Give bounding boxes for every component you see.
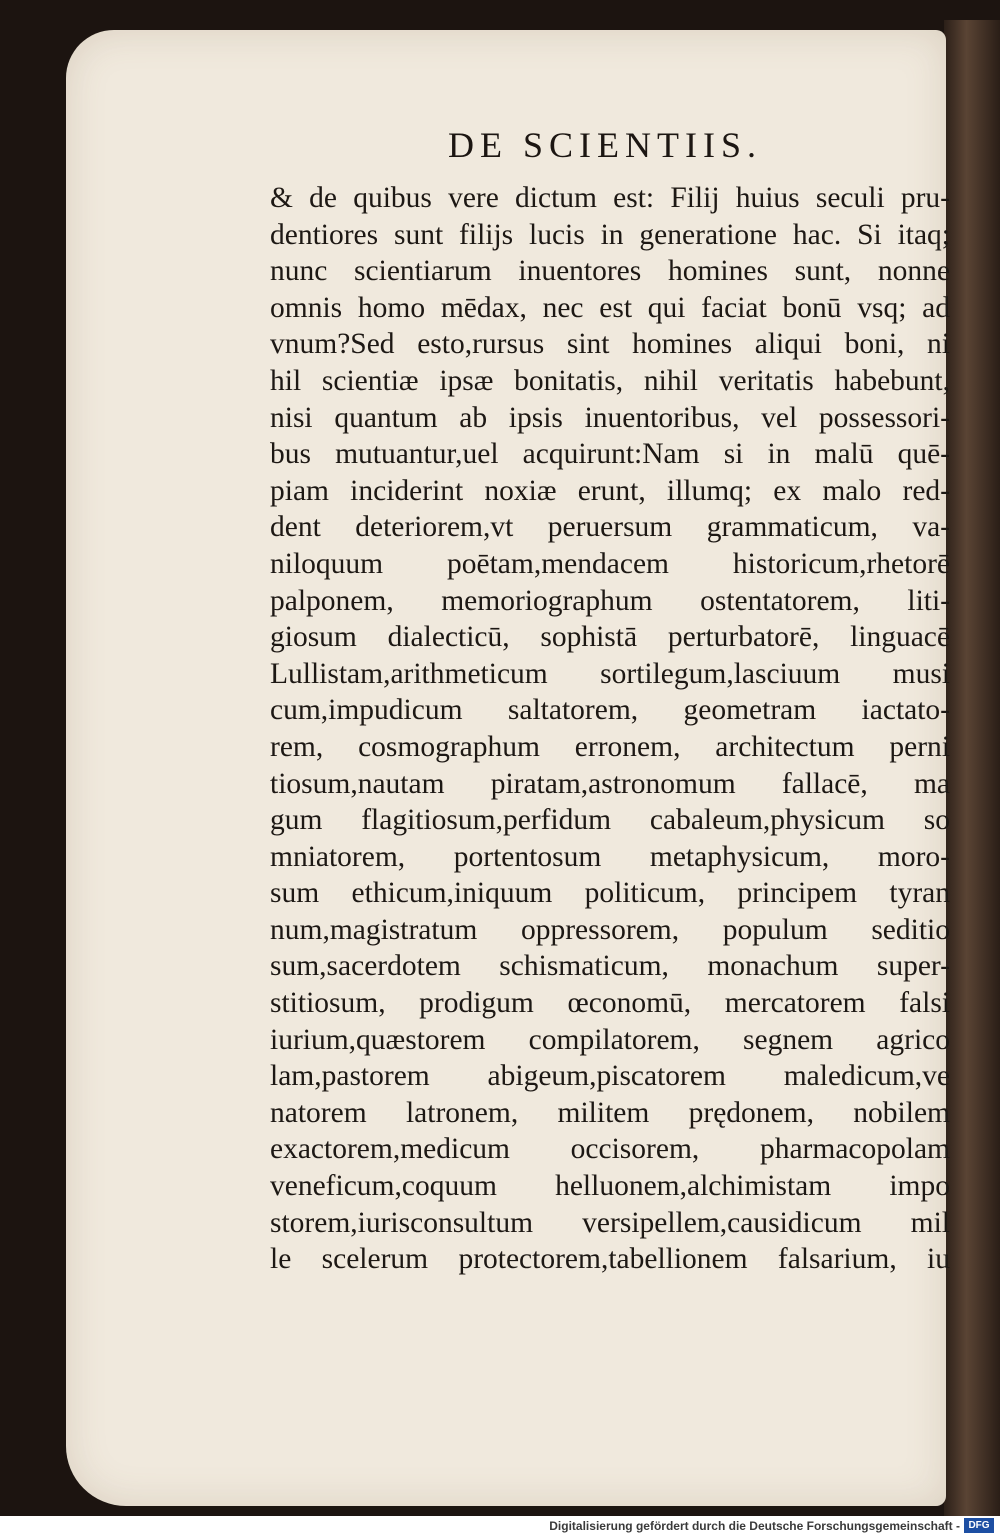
text-line: omnis homo mēdax, nec est qui faciat bonū vsq; ad [270,291,950,324]
text-line: nisi quantum ab ipsis inuentoribus, vel possessori- [270,401,950,434]
running-head: DE SCIENTIIS. [448,125,762,165]
text-line: iurium,quæstorem compilatorem, segnem agrico [270,1023,950,1056]
digitization-credit: Digitalisierung gefördert durch die Deutsche Forschungsgemeinschaft - [549,1519,960,1533]
text-line: num,magistratum oppressorem, populum seditio [270,913,950,946]
text-line: sum,sacerdotem schismaticum, monachum super- [270,950,950,983]
text-line: sum ethicum,iniquum politicum, principem tyran [270,877,950,910]
text-line: mniatorem, portentosum metaphysicum, moro- [270,840,950,873]
dfg-logo: DFG [964,1518,994,1533]
adjacent-page-edge [944,20,1000,1516]
text-line: exactorem,medicum occisorem, pharmacopolam [270,1133,950,1166]
text-line: lam,pastorem abigeum,piscatorem maledicum,ve [270,1060,950,1093]
text-line: nunc scientiarum inuentores homines sunt, nonne [270,255,950,288]
text-line: cum,impudicum saltatorem, geometram iactato- [270,694,950,727]
text-line: & de quibus vere dictum est: Filij huius seculi pru- [270,182,950,214]
text-line: bus mutuantur,uel acquirunt:Nam si in malū quē- [270,438,950,471]
text-line: palponem, memoriographum ostentatorem, liti- [270,584,950,617]
text-line: tiosum,nautam piratam,astronomum fallacē, ma [270,767,950,800]
text-line: hil scientiæ ipsæ bonitatis, nihil veritatis habebunt, [270,364,950,397]
text-line: piam inciderint noxiæ erunt, illumq; ex malo red- [270,474,950,507]
text-line: Lullistam,arithmeticum sortilegum,lasciuum musi [270,657,950,690]
body-text [270,180,950,1278]
text-line: stitiosum, prodigum œconomū, mercatorem falsi [270,987,950,1020]
text-line: storem,iurisconsultum versipellem,causidicum mil [270,1206,950,1239]
text-line: gum flagitiosum,perfidum cabaleum,physicum so [270,804,950,837]
text-line: veneficum,coquum helluonem,alchimistam impo [270,1170,950,1203]
text-line: vnum?Sed esto,rursus sint homines aliqui boni, ni [270,328,950,361]
text-line: rem, cosmographum erronem, architectum perni [270,730,950,763]
text-line: giosum dialecticū, sophistā perturbatorē, linguacē [270,621,950,654]
text-line: le scelerum protectorem,tabellionem falsarium, iu [270,1243,950,1276]
text-line: dentiores sunt filijs lucis in generatione hac. Si itaq; [270,218,950,251]
text-line: dent deteriorem,vt peruersum grammaticum, va- [270,511,950,544]
text-line: niloquum poētam,mendacem historicum,rhetorē [270,547,950,580]
text-line: natorem latronem, militem prędonem, nobilem [270,1096,950,1129]
